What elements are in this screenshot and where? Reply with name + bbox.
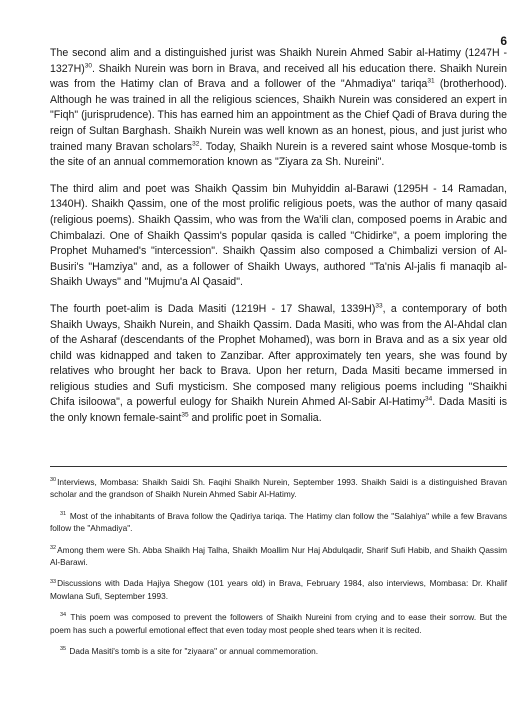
body-paragraph (50, 182, 507, 291)
footnote-text: This poem was composed to prevent the followers of Shaikh Nureini from crying and to ease their sorrow. But the poem has such a powerful emotional effect that even today most people shed tears when it is recited. (50, 612, 507, 635)
paragraph-text: The second alim and a distinguished jurist was Shaikh Nurein Ahmed Sabir al-Hatimy (1247H - 1327H) (50, 47, 507, 75)
footnote (50, 544, 507, 569)
body-text (50, 46, 507, 438)
body-paragraph (50, 46, 507, 171)
footnote-reference[interactable]: 33 (375, 302, 383, 310)
paragraph-text: The third alim and poet was Shaikh Qassim bin Muhyiddin al-Barawi (1295H - 14 Ramadan, 1340H). Shaikh Qassim, one of the most prolific religious poets, was the author of many qasaid (religious poems). Shaikh Qassim, who was from the Wa'ili clan, composed poems in Arabic and Chimbalazi. One of Shaikh Qassim's popular qasida is called "Chidirke", a poem imploring the Prophet Muhamed's "intercession". Shaikh Qassim also composed a Chimbalizi version of Al-Busiri's "Hamziya" and, as a follower of Shaikh Uways, authored "Ta'nis Al-jalis fi manaqib al-Shaikh Uways" and "Mujmu'a Al Qasaid". (50, 182, 507, 289)
footnote-reference[interactable]: 35 (181, 411, 189, 419)
footnote (50, 577, 507, 602)
footnote-reference[interactable]: 32 (192, 140, 200, 148)
footnote (50, 476, 507, 501)
footnote-reference[interactable]: 31 (427, 77, 435, 85)
footnote (50, 645, 507, 657)
footnote-number: 32 (50, 544, 57, 551)
paragraph-text: . Dada Masiti is the only known female-saint (50, 396, 508, 425)
paragraph-text: The fourth poet-alim is Dada Masiti (1219H - 17 Shawal, 1339H) (50, 302, 376, 315)
footnote-number: 35 (60, 646, 67, 653)
footnote-number: 34 (60, 612, 67, 619)
footnote (50, 611, 507, 636)
footnote (50, 510, 507, 535)
footnotes (50, 476, 507, 666)
paragraph-text: and prolific poet in Somalia. (188, 412, 322, 425)
page-number: 6 (500, 34, 507, 48)
footnote-reference[interactable]: 34 (424, 395, 433, 403)
footnote-text: Discussions with Dada Hajiya Shegow (101 years old) in Brava, February 1984, also interviews, Mombasa: Dr. Khalif Mowlana Sufi, September 1993. (50, 578, 507, 601)
footnote-text: Among them were Sh. Abba Shaikh Haj Talha, Shaikh Moallim Nur Haj Abdulqadir, Sharif Sufi Habib, and Shaikh Qassim Al-Barawi. (50, 544, 507, 568)
paragraph-text: . Shaikh Nurein was born in Brava, and received all his education there. Shaikh Nurein was from the Hatimy clan of Brava and a follower of the "Ahmadiya" tariqa (50, 62, 507, 91)
paragraph-text: (brotherhood). Although he was trained in all the religious sciences, Shaikh Nurein was considered an expert in "Fiqh" (jurisprudence). This has earned him an appointment as the Chief Qadi of Brava during the reign of Sultan Barghash. Shaikh Nurein was well known as an honest, pious, and just jurist who trained many Bravan scholars (50, 78, 507, 153)
body-paragraph (50, 302, 507, 427)
footnote-number: 30 (50, 477, 57, 484)
footnote-reference[interactable]: 30 (84, 62, 92, 70)
footnote-number: 31 (60, 511, 67, 518)
footnote-text: Most of the inhabitants of Brava follow the Qadiriya tariqa. The Hatimy clan follow the "Salahiya" while a few Bravans follow the "Ahmadiya". (50, 510, 507, 534)
footnote-divider (50, 466, 507, 467)
footnote-number: 33 (50, 578, 57, 585)
footnote-text: Dada Masiti's tomb is a site for "ziyaara" or annual commemoration. (67, 646, 319, 657)
footnote-text: Interviews, Mombasa: Shaikh Saidi Sh. Faqihi Shaikh Nurein, September 1993. Shaikh Saidi is a distinguished Bravan scholar and the grandson of Shaikh Nurein Ahmed Sabir Al-Hatimy. (50, 477, 507, 500)
paragraph-text: . Today, Shaikh Nurein is a revered saint whose Mosque-tomb is the site of an annual commemoration known as "Ziyara za Sh. Nureini". (50, 140, 507, 169)
paragraph-text: , a contemporary of both Shaikh Uways, Shaikh Nurein, and Shaikh Qassim. Dada Masiti, who was from the Al-Ahdal clan of the Asharaf (descendants of the Prophet Mohamed), was born in Brava and as a six year old child was kidnapped and taken to Zanzibar. After approximately ten years, she was found by relatives who brought her back to Brava. Upon her return, Dada Masiti became immersed in religious studies and Sufi mysticism. She composed many religious poems including "Shaikhi Chifa isiloowa", a powerful eulogy for Shaikh Nurein Ahmed Al-Sabir Al-Hatimy (50, 302, 507, 409)
